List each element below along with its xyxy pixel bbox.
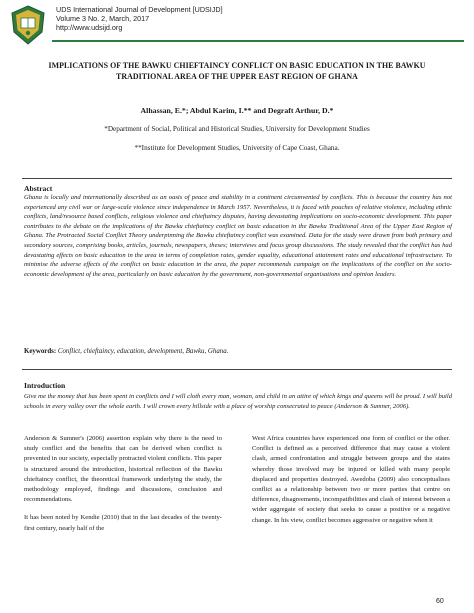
right-column xyxy=(252,434,450,534)
abstract-heading: Abstract xyxy=(24,184,53,193)
left-column xyxy=(24,434,222,542)
journal-name: UDS International Journal of Development [UDSIJD] xyxy=(56,5,223,14)
keywords-values: Conflict, chieftaincy, education, development, Bawku, Ghana. xyxy=(57,348,229,355)
left-paragraph-1: Anderson & Sumner's (2006) assertion explain why there is the need to study conflict and the benefits that can be derived when conflict is prevented in our society, especially protracted violent conflicts. This paper is structured around the introduction, historical reflection of the Bawku chieftaincy conflict, the theoretical framework underlying the study, the methodology employed, findings and discussions, conclusion and recommendations. xyxy=(24,435,222,504)
journal-header xyxy=(0,0,474,50)
introduction-heading: Introduction xyxy=(24,381,66,390)
abstract-text: Ghana is locally and internationally described as an oasis of peace and stability in a continent circumvented by conflicts. This is because the country has not experienced any civil war or large-scale violence since independence in March 1957. Nevertheless, it is faced with pouches of relative violence, including ethnic conflicts, land/resource based conflicts, religious violence and chieftaincy disputes, having devastating implications on socio-economic development. This paper contributes to the debate on the implications of the Bawku chieftaincy conflict on basic education in the Bawku Traditional Area of the Upper East Region of Ghana. The Protracted Social Conflict Theory underpinning the Bawku chieftaincy conflict was examined. Data for the study were drawn from both primary and secondary sources, comprising books, articles, journals, newspapers, theses; interviews and focus group discussions. The study revealed that the conflict has had devastating effects on basic education in the area in terms of completion rates, gender equality, educational attainment rates and educational infrastructure. To minimise the adverse effects of the conflict on basic education in the area, the paper recommends campaign on the implications of the conflict on the socio-economic development of the area, particularly on basic education by the government, non-governmental organisations and opinion leaders. xyxy=(24,194,452,278)
paper-authors: Alhassan, E.*; Abdul Karim, I.** and Degraft Arthur, D.* xyxy=(140,106,334,115)
journal-info xyxy=(56,5,223,33)
keywords-label: Keywords: xyxy=(24,348,57,355)
page-number: 60 xyxy=(436,598,444,605)
left-paragraph-2: It has been noted by Kendie (2010) that in the last decades of the twenty-first century, nearly half of the xyxy=(24,514,222,532)
affiliation-2: **Institute for Development Studies, University of Cape Coast, Ghana. xyxy=(134,144,340,152)
right-paragraph-1: West Africa countries have experienced one form of conflict or the other. Conflict is defined as a perceived difference that may cause a violent clash, armed confrontation and struggle between groups and the states whereby those involved may be injured or killed with many people displaced and properties destroyed. Awedoba (2009) also conceptualises conflict as a relationship between two or more parties that centre on difference, disagreements, incompatibilities and clash of interest between a wider aggregate of society that seeks to cause a positive or a negative change. In his view, conflict becomes aggressive or negative when it xyxy=(252,435,450,524)
keywords-line xyxy=(24,348,452,355)
affiliation-1: *Department of Social, Political and Historical Studies, University for Development Studies xyxy=(104,125,370,133)
journal-url[interactable]: http://www.udsijd.org xyxy=(56,23,123,33)
university-logo-icon xyxy=(8,4,48,46)
journal-volume: Volume 3 No. 2, March, 2017 xyxy=(56,14,150,24)
paper-title: IMPLICATIONS OF THE BAWKU CHIEFTAINCY CONFLICT ON BASIC EDUCATION IN THE BAWKU TRADITIONAL AREA OF THE UPPER EAST REGION OF GHANA xyxy=(48,61,426,81)
header-divider xyxy=(52,40,464,42)
introduction-epigraph: Give me the money that has been spent in conflicts and I will cloth every man, woman, and child in an attire of which kings and queens will be proud. I will build schools in every valley over the whole earth. I will crown every hillside with a place of worship consecrated to peace (Anderson & Sumner, 2006). xyxy=(24,393,452,410)
